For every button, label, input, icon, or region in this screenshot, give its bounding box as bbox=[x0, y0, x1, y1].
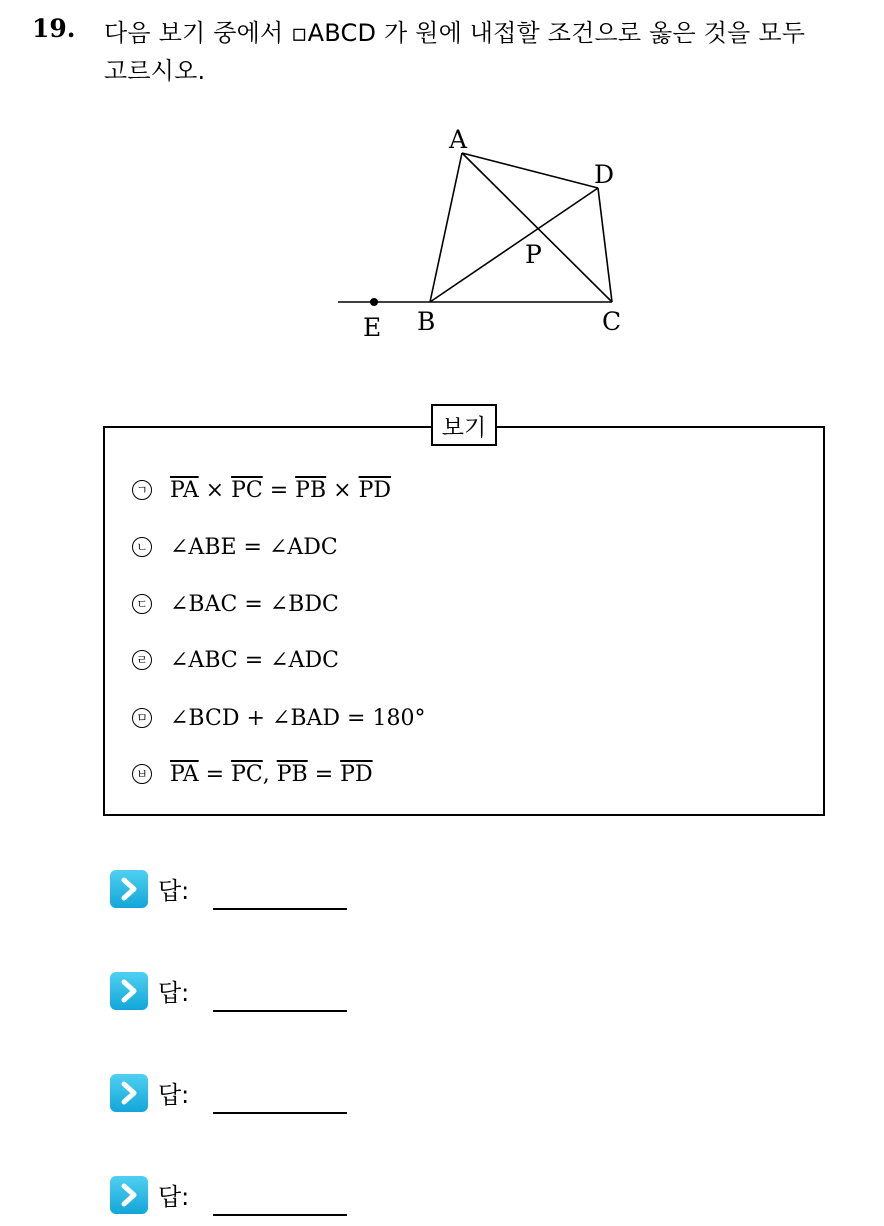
segment-pa: $\overline{PA}$ bbox=[170, 761, 199, 787]
option-marker: ㄴ bbox=[132, 537, 152, 557]
operator: = bbox=[198, 761, 232, 787]
chevron-right-icon bbox=[110, 870, 148, 908]
segment-pd: $\overline{PD}$ bbox=[340, 761, 373, 787]
option-marker: ㄹ bbox=[132, 650, 152, 670]
bogi-option-1 bbox=[132, 475, 391, 505]
segment-pd: $\overline{PD}$ bbox=[358, 477, 392, 503]
operator: = bbox=[262, 477, 296, 503]
option-marker: ㄱ bbox=[132, 480, 152, 500]
separator: , bbox=[262, 761, 277, 787]
side-ad bbox=[462, 153, 598, 188]
answer-row-3 bbox=[110, 1074, 370, 1124]
answer-row-4 bbox=[110, 1176, 370, 1226]
answer-blank[interactable] bbox=[213, 1112, 347, 1114]
answer-blank[interactable] bbox=[213, 1010, 347, 1012]
option-marker: ㅂ bbox=[132, 764, 152, 784]
bogi-option-2 bbox=[132, 532, 338, 562]
diagonal-ac bbox=[462, 153, 615, 302]
label-p: P bbox=[525, 240, 542, 269]
bogi-option-5 bbox=[132, 703, 425, 733]
side-dc bbox=[598, 188, 612, 302]
answer-blank[interactable] bbox=[213, 908, 347, 910]
question-line-2: 고르시오. bbox=[104, 57, 206, 85]
bogi-option-4 bbox=[132, 645, 339, 675]
label-b: B bbox=[417, 307, 436, 336]
segment-pb: $\overline{PB}$ bbox=[295, 477, 327, 503]
segment-pc: $\overline{PC}$ bbox=[231, 761, 263, 787]
operator: = bbox=[307, 761, 341, 787]
question-number: 19. bbox=[32, 14, 76, 43]
answer-label: 답: bbox=[158, 979, 190, 1007]
question-line-1: 다음 보기 중에서 ▫ABCD 가 원에 내접할 조건으로 옳은 것을 모두 bbox=[104, 19, 806, 47]
segment-pb: $\overline{PB}$ bbox=[276, 761, 308, 787]
option-text: ∠BCD + ∠BAD = 180° bbox=[170, 705, 426, 731]
label-e: E bbox=[363, 313, 382, 342]
segment-pc: $\overline{PC}$ bbox=[231, 477, 263, 503]
option-text: ∠ABE = ∠ADC bbox=[170, 534, 338, 560]
chevron-right-icon bbox=[110, 972, 148, 1010]
label-d: D bbox=[594, 160, 615, 189]
label-c: C bbox=[602, 307, 622, 336]
answer-label: 답: bbox=[158, 877, 190, 905]
answer-row-2 bbox=[110, 972, 370, 1022]
option-text: ∠ABC = ∠ADC bbox=[170, 647, 339, 673]
segment-pa: $\overline{PA}$ bbox=[170, 477, 199, 503]
label-a: A bbox=[449, 125, 468, 154]
bogi-option-3 bbox=[132, 589, 339, 619]
answer-row-1 bbox=[110, 870, 370, 920]
point-e-dot bbox=[370, 298, 378, 306]
answer-label: 답: bbox=[158, 1081, 190, 1109]
chevron-right-icon bbox=[110, 1176, 148, 1214]
answer-label: 답: bbox=[158, 1183, 190, 1211]
operator: × bbox=[198, 477, 232, 503]
side-ab bbox=[430, 153, 462, 302]
bogi-option-6 bbox=[132, 759, 373, 789]
question-text bbox=[104, 14, 864, 90]
bogi-title: 보기 bbox=[431, 404, 497, 446]
chevron-right-icon bbox=[110, 1074, 148, 1112]
option-marker: ㄷ bbox=[132, 594, 152, 614]
answer-blank[interactable] bbox=[213, 1214, 347, 1216]
option-text: ∠BAC = ∠BDC bbox=[170, 591, 339, 617]
operator: × bbox=[326, 477, 359, 503]
quadrilateral-figure bbox=[330, 118, 650, 348]
option-marker: ㅁ bbox=[132, 708, 152, 728]
